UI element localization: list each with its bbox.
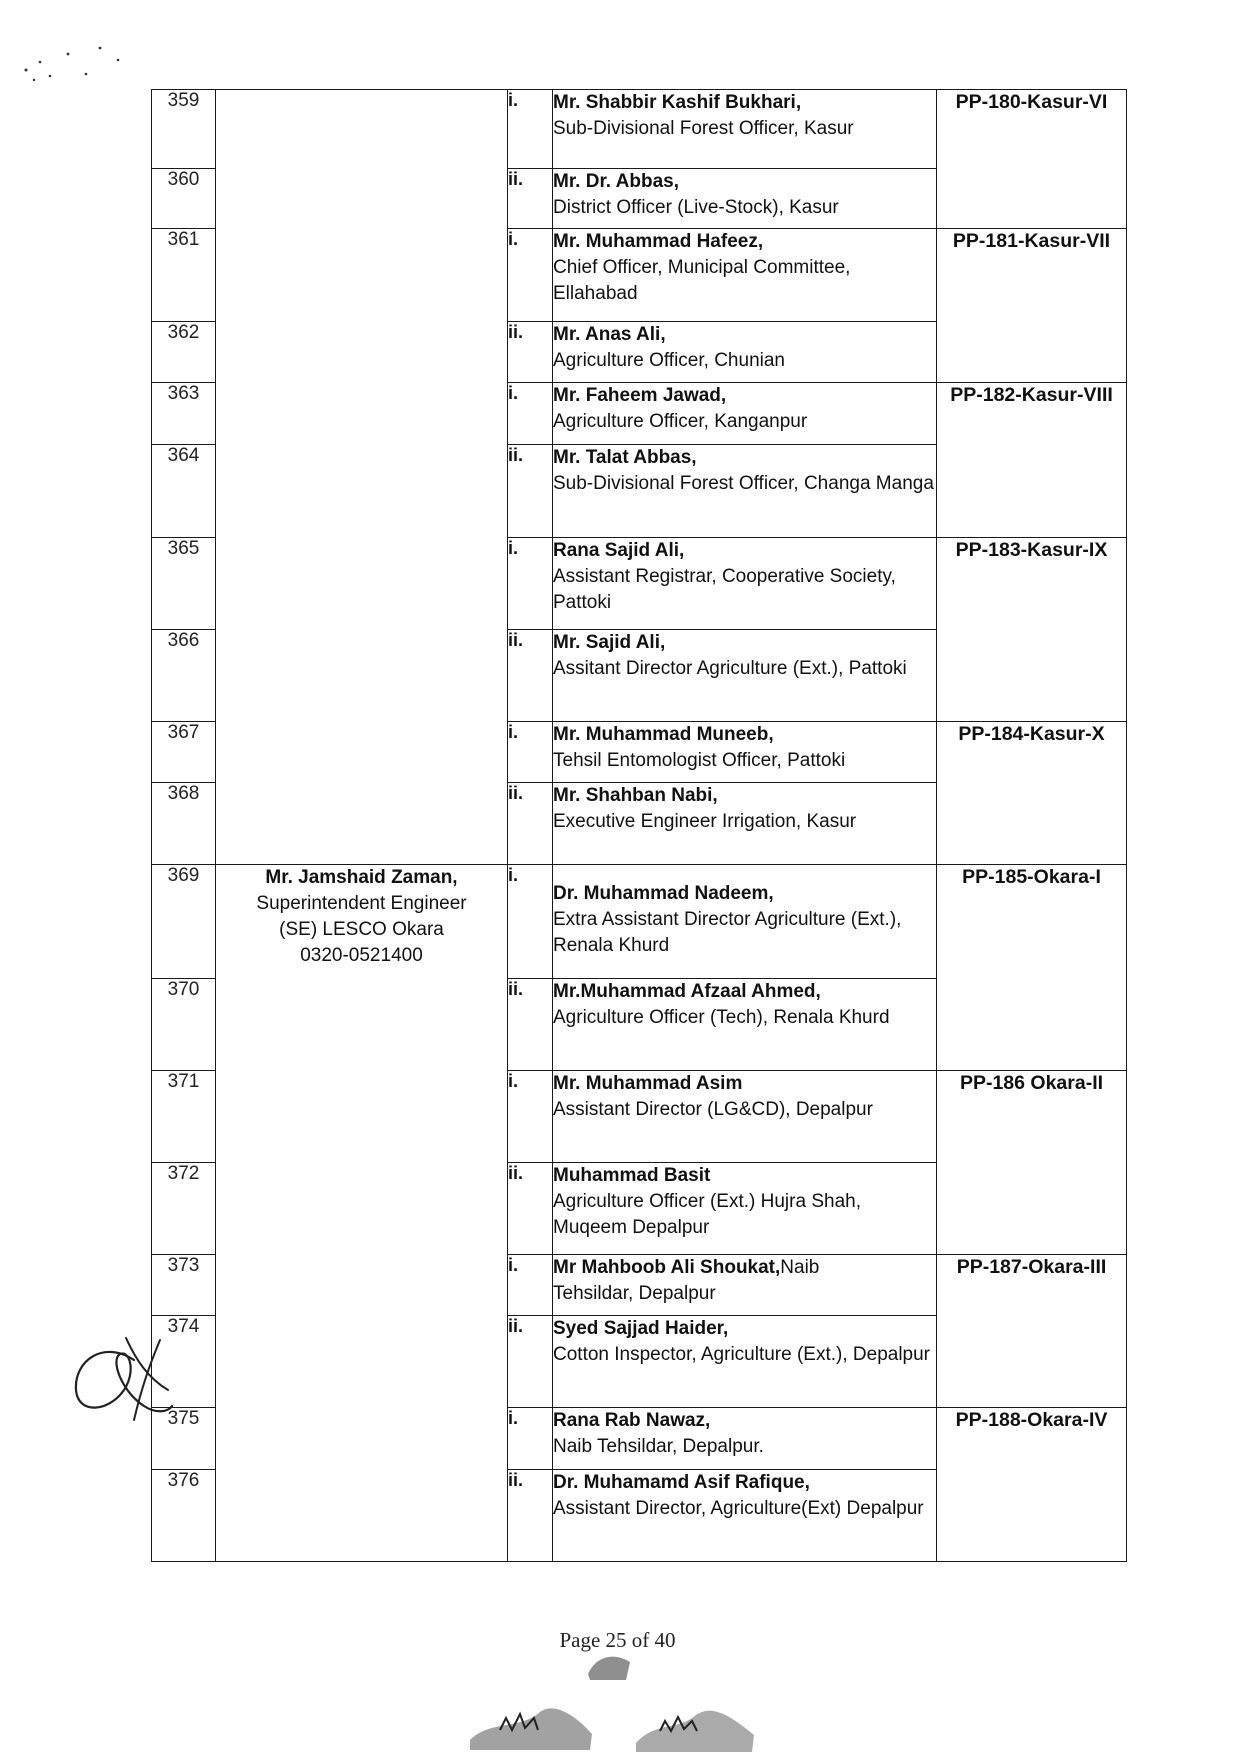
- officer-name: Syed Sajjad Haider,: [553, 1318, 729, 1339]
- officer-name: Mr. Shabbir Kashif Bukhari,: [553, 92, 802, 113]
- entry-number: ii.: [508, 783, 553, 865]
- entry-number: i.: [508, 383, 553, 445]
- page-number: Page 25 of 40: [559, 1628, 676, 1652]
- entry-number: i.: [508, 865, 553, 979]
- officer-cell: [553, 1408, 937, 1470]
- stamp-smudge-right: [630, 1695, 760, 1752]
- constituency-cell: PP-180-Kasur-VI: [937, 90, 1127, 229]
- entry-number: i.: [508, 1408, 553, 1470]
- officer-cell: [553, 90, 937, 169]
- returning-officer-name: Mr. Jamshaid Zaman,: [265, 867, 458, 888]
- handwritten-signature: [64, 1320, 174, 1430]
- officer-designation: Cotton Inspector, Agriculture (Ext.), Depalpur: [553, 1344, 931, 1365]
- officer-name: Mr. Dr. Abbas,: [553, 171, 679, 192]
- entry-number: i.: [508, 1071, 553, 1163]
- entry-number: ii.: [508, 1163, 553, 1255]
- serial-number: 374: [152, 1316, 216, 1408]
- officer-designation: Naib Tehsildar, Depalpur.: [553, 1436, 764, 1457]
- serial-number: 365: [152, 538, 216, 630]
- entry-number: ii.: [508, 1470, 553, 1562]
- officer-designation: Assitant Director Agriculture (Ext.), Pattoki: [553, 658, 907, 679]
- entry-number: ii.: [508, 169, 553, 229]
- officer-cell: [553, 1071, 937, 1163]
- officer-cell: [553, 783, 937, 865]
- constituency-cell: PP-182-Kasur-VIII: [937, 383, 1127, 538]
- stamp-smudge-footer: [580, 1644, 640, 1684]
- officer-designation: Sub-Divisional Forest Officer, Kasur: [553, 118, 854, 139]
- officer-designation: District Officer (Live-Stock), Kasur: [553, 197, 839, 218]
- officer-designation: Agriculture Officer, Kanganpur: [553, 411, 808, 432]
- serial-number: 371: [152, 1071, 216, 1163]
- officer-name: Mr. Anas Ali,: [553, 324, 666, 345]
- officer-cell: [553, 630, 937, 722]
- officer-name: Mr. Sajid Ali,: [553, 632, 666, 653]
- officer-cell: [553, 1470, 937, 1562]
- serial-number: 368: [152, 783, 216, 865]
- serial-number: 372: [152, 1163, 216, 1255]
- serial-number: 364: [152, 445, 216, 538]
- officer-name: Mr. Talat Abbas,: [553, 447, 697, 468]
- table-row: [152, 90, 1127, 169]
- returning-officer-office: (SE) LESCO Okara: [279, 919, 444, 940]
- officer-cell: [553, 229, 937, 322]
- entry-number: ii.: [508, 979, 553, 1071]
- officer-designation: Tehsildar, Depalpur: [553, 1283, 716, 1304]
- entry-number: i.: [508, 90, 553, 169]
- officer-cell: [553, 1255, 937, 1316]
- officer-designation: Extra Assistant Director Agriculture (Ext.), Renala Khurd: [553, 909, 902, 956]
- officer-cell: [553, 383, 937, 445]
- officer-cell: [553, 722, 937, 783]
- serial-number: 376: [152, 1470, 216, 1562]
- entry-number: i.: [508, 1255, 553, 1316]
- returning-officer-cell: [216, 865, 508, 1562]
- officer-cell: [553, 538, 937, 630]
- officer-name: Mr Mahboob Ali Shoukat,: [553, 1257, 781, 1278]
- officer-title-prefix: Naib: [780, 1257, 820, 1278]
- officer-name: Dr. Muhammad Nadeem,: [553, 883, 774, 904]
- serial-number: 361: [152, 229, 216, 322]
- officer-designation: Chief Officer, Municipal Committee, Ellahabad: [553, 257, 851, 304]
- officer-cell: [553, 1316, 937, 1408]
- officer-designation: Agriculture Officer (Ext.) Hujra Shah, Muqeem Depalpur: [553, 1191, 861, 1238]
- returning-officer-cell-empty: [216, 90, 508, 865]
- entry-number: ii.: [508, 1316, 553, 1408]
- entry-number: ii.: [508, 445, 553, 538]
- officer-designation: Agriculture Officer, Chunian: [553, 350, 785, 371]
- officer-name: Mr. Muhammad Muneeb,: [553, 724, 774, 745]
- scan-specks: [10, 40, 130, 100]
- officer-name: Mr. Shahban Nabi,: [553, 785, 718, 806]
- officer-designation: Assistant Registrar, Cooperative Society, Pattoki: [553, 566, 896, 613]
- serial-number: 366: [152, 630, 216, 722]
- officer-cell: [553, 979, 937, 1071]
- serial-number: 369: [152, 865, 216, 979]
- officer-designation: Assistant Director (LG&CD), Depalpur: [553, 1099, 873, 1120]
- stamp-smudge-left: [460, 1690, 600, 1752]
- serial-number: 370: [152, 979, 216, 1071]
- officer-designation: Assistant Director, Agriculture(Ext) Depalpur: [553, 1498, 924, 1519]
- constituency-cell: PP-188-Okara-IV: [937, 1408, 1127, 1562]
- returning-officer-phone: 0320-0521400: [300, 945, 423, 966]
- officer-cell: [553, 322, 937, 383]
- table-row: [152, 865, 1127, 979]
- serial-number: 367: [152, 722, 216, 783]
- entry-number: i.: [508, 229, 553, 322]
- returning-officers-table: [151, 89, 1127, 1562]
- serial-number: 359: [152, 90, 216, 169]
- serial-number: 362: [152, 322, 216, 383]
- officer-name: Rana Rab Nawaz,: [553, 1410, 711, 1431]
- officer-name: Mr. Muhammad Asim: [553, 1073, 743, 1094]
- officer-cell: [553, 169, 937, 229]
- officer-cell: [553, 1163, 937, 1255]
- constituency-cell: PP-187-Okara-III: [937, 1255, 1127, 1408]
- constituency-cell: PP-184-Kasur-X: [937, 722, 1127, 865]
- officer-cell: [553, 445, 937, 538]
- constituency-cell: PP-186 Okara-II: [937, 1071, 1127, 1255]
- officer-designation: Sub-Divisional Forest Officer, Changa Manga: [553, 473, 934, 494]
- officer-cell: [553, 865, 937, 979]
- entry-number: i.: [508, 538, 553, 630]
- returning-officer-designation: Superintendent Engineer: [256, 893, 467, 914]
- serial-number: 375: [152, 1408, 216, 1470]
- constituency-cell: PP-185-Okara-I: [937, 865, 1127, 1071]
- officer-name: Dr. Muhamamd Asif Rafique,: [553, 1472, 810, 1493]
- entry-number: i.: [508, 722, 553, 783]
- serial-number: 363: [152, 383, 216, 445]
- officer-name: Rana Sajid Ali,: [553, 540, 685, 561]
- officer-name: Mr. Faheem Jawad,: [553, 385, 727, 406]
- entry-number: ii.: [508, 322, 553, 383]
- serial-number: 360: [152, 169, 216, 229]
- officer-name: Muhammad Basit: [553, 1165, 711, 1186]
- constituency-cell: PP-183-Kasur-IX: [937, 538, 1127, 722]
- officer-name: Mr.Muhammad Afzaal Ahmed,: [553, 981, 821, 1002]
- officer-name: Mr. Muhammad Hafeez,: [553, 231, 764, 252]
- officer-designation: Agriculture Officer (Tech), Renala Khurd: [553, 1007, 890, 1028]
- serial-number: 373: [152, 1255, 216, 1316]
- officer-designation: Executive Engineer Irrigation, Kasur: [553, 811, 857, 832]
- officer-designation: Tehsil Entomologist Officer, Pattoki: [553, 750, 846, 771]
- constituency-cell: PP-181-Kasur-VII: [937, 229, 1127, 383]
- entry-number: ii.: [508, 630, 553, 722]
